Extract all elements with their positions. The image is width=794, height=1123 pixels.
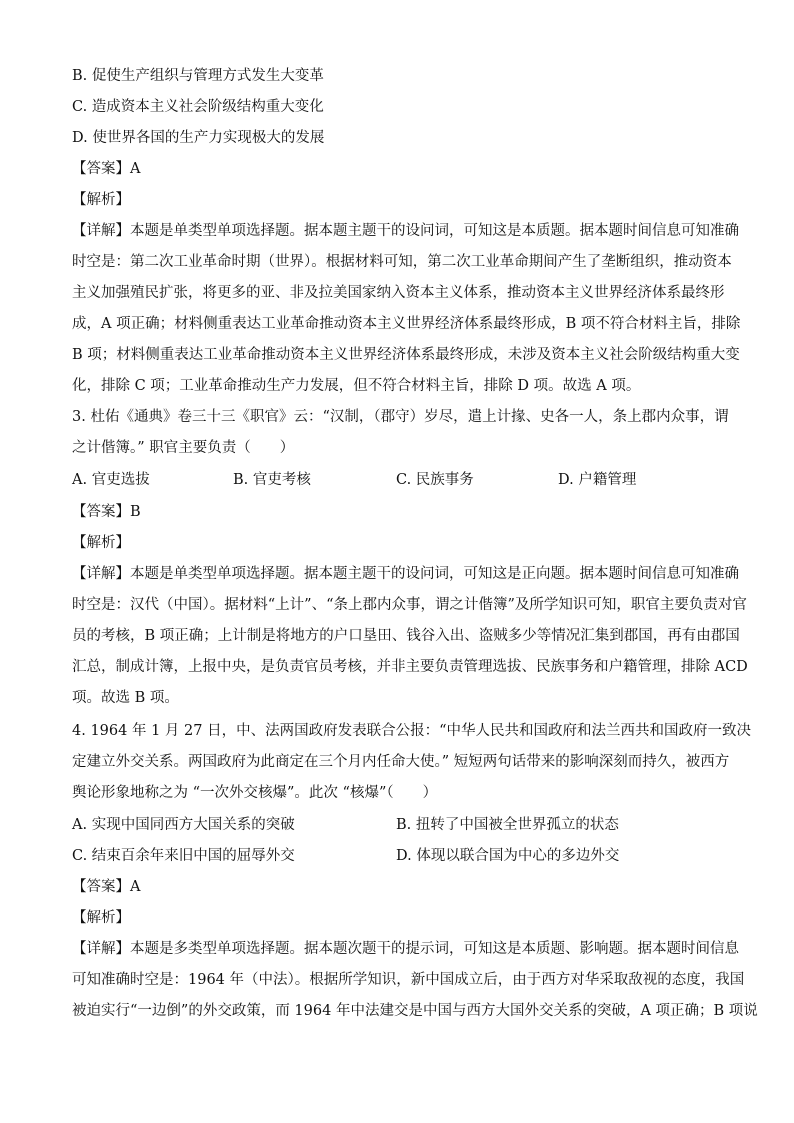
q3-option-d: D. 户籍管理: [558, 472, 637, 488]
q2-option-b: B. 促使生产组织与管理方式发生大变革: [72, 68, 324, 84]
q3-detail-line: 【详解】本题是单类型单项选择题。据本题主题干的设问词，可知这是正向题。据本题时间信息可知准确: [72, 566, 739, 582]
q2-detail-line: 成，A 项正确；材料侧重表达工业革命推动资本主义世界经济体系最终形成，B 项不符合材料主旨，排除: [72, 316, 741, 332]
q4-stem-line: 定建立外交关系。两国政府为此商定在三个月内任命大使。” 短短两句话带来的影响深刻而持久，被西方: [72, 754, 730, 770]
q4-answer: 【答案】A: [72, 879, 141, 895]
q3-detail-line: 汇总，制成计簿，上报中央，是负责官员考核，并非主要负责管理选拔、民族事务和户籍管理，排除 ACD: [72, 659, 748, 675]
q4-option-c: C. 结束百余年来旧中国的屈辱外交: [72, 848, 295, 864]
q3-detail-line: 时空是：汉代（中国）。据材料“上计”、“条上郡内众事，谓之计偕簿”及所学知识可知，职官主要负责对官: [72, 597, 747, 613]
q3-option-b: B. 官吏考核: [233, 472, 311, 488]
q4-option-d: D. 体现以联合国为中心的多边外交: [396, 848, 620, 864]
q4-detail-line: 可知准确时空是：1964 年（中法）。根据所学知识，新中国成立后，由于西方对华采取敌视的态度，我国: [72, 972, 745, 988]
q3-stem-line: 之计偕簿。” 职官主要负责（ ）: [72, 440, 295, 456]
q4-option-a: A. 实现中国同西方大国关系的突破: [72, 817, 295, 833]
q3-detail-line: 员的考核，B 项正确；上计制是将地方的户口垦田、钱谷入出、盗贼多少等情况汇集到郡国，再有由郡国: [72, 628, 740, 644]
q3-analysis-label: 【解析】: [72, 535, 130, 551]
q2-analysis-label: 【解析】: [72, 192, 130, 208]
q2-option-d: D. 使世界各国的生产力实现极大的发展: [72, 130, 325, 146]
q2-detail-line: B 项；材料侧重表达工业革命推动资本主义世界经济体系最终形成，未涉及资本主义社会阶级结构重大变: [72, 347, 740, 363]
q2-option-c: C. 造成资本主义社会阶级结构重大变化: [72, 99, 324, 115]
q4-stem-line: 4. 1964 年 1 月 27 日，中、法两国政府发表联合公报：“中华人民共和国政府和法兰西共和国政府一致决: [72, 723, 751, 739]
q4-stem-line: 舆论形象地称之为 “一次外交核爆”。此次 “核爆”（ ）: [72, 785, 438, 801]
q4-analysis-label: 【解析】: [72, 910, 130, 926]
q2-detail-line: 主义加强殖民扩张，将更多的亚、非及拉美国家纳入资本主义体系，推动资本主义世界经济体系最终形: [72, 285, 725, 301]
q4-option-b: B. 扭转了中国被全世界孤立的状态: [396, 817, 619, 833]
q3-option-c: C. 民族事务: [396, 472, 474, 488]
q2-detail-line: 时空是：第二次工业革命时期（世界）。根据材料可知，第二次工业革命期间产生了垄断组织，推动资本: [72, 254, 732, 270]
q2-detail-line: 【详解】本题是单类型单项选择题。据本题主题干的设问词，可知这是本质题。据本题时间信息可知准确: [72, 223, 739, 239]
q3-detail-line: 项。故选 B 项。: [72, 690, 179, 706]
q2-answer: 【答案】A: [72, 161, 141, 177]
q4-detail-line: 被迫实行“一边倒”的外交政策，而 1964 年中法建交是中国与西方大国外交关系的突破，A 项正确；B 项说: [72, 1003, 758, 1019]
q4-detail-line: 【详解】本题是多类型单项选择题。据本题次题干的提示词，可知这是本质题、影响题。据本题时间信息: [72, 941, 739, 957]
q3-answer: 【答案】B: [72, 504, 141, 520]
q3-stem-line: 3. 杜佑《通典》卷三十三《职官》云：“汉制，（郡守）岁尽，遣上计掾、史各一人，条上郡内众事，谓: [72, 409, 729, 425]
q3-option-a: A. 官吏选拔: [72, 472, 150, 488]
q2-detail-line: 化，排除 C 项；工业革命推动生产力发展，但不符合材料主旨，排除 D 项。故选 A 项。: [72, 378, 641, 394]
